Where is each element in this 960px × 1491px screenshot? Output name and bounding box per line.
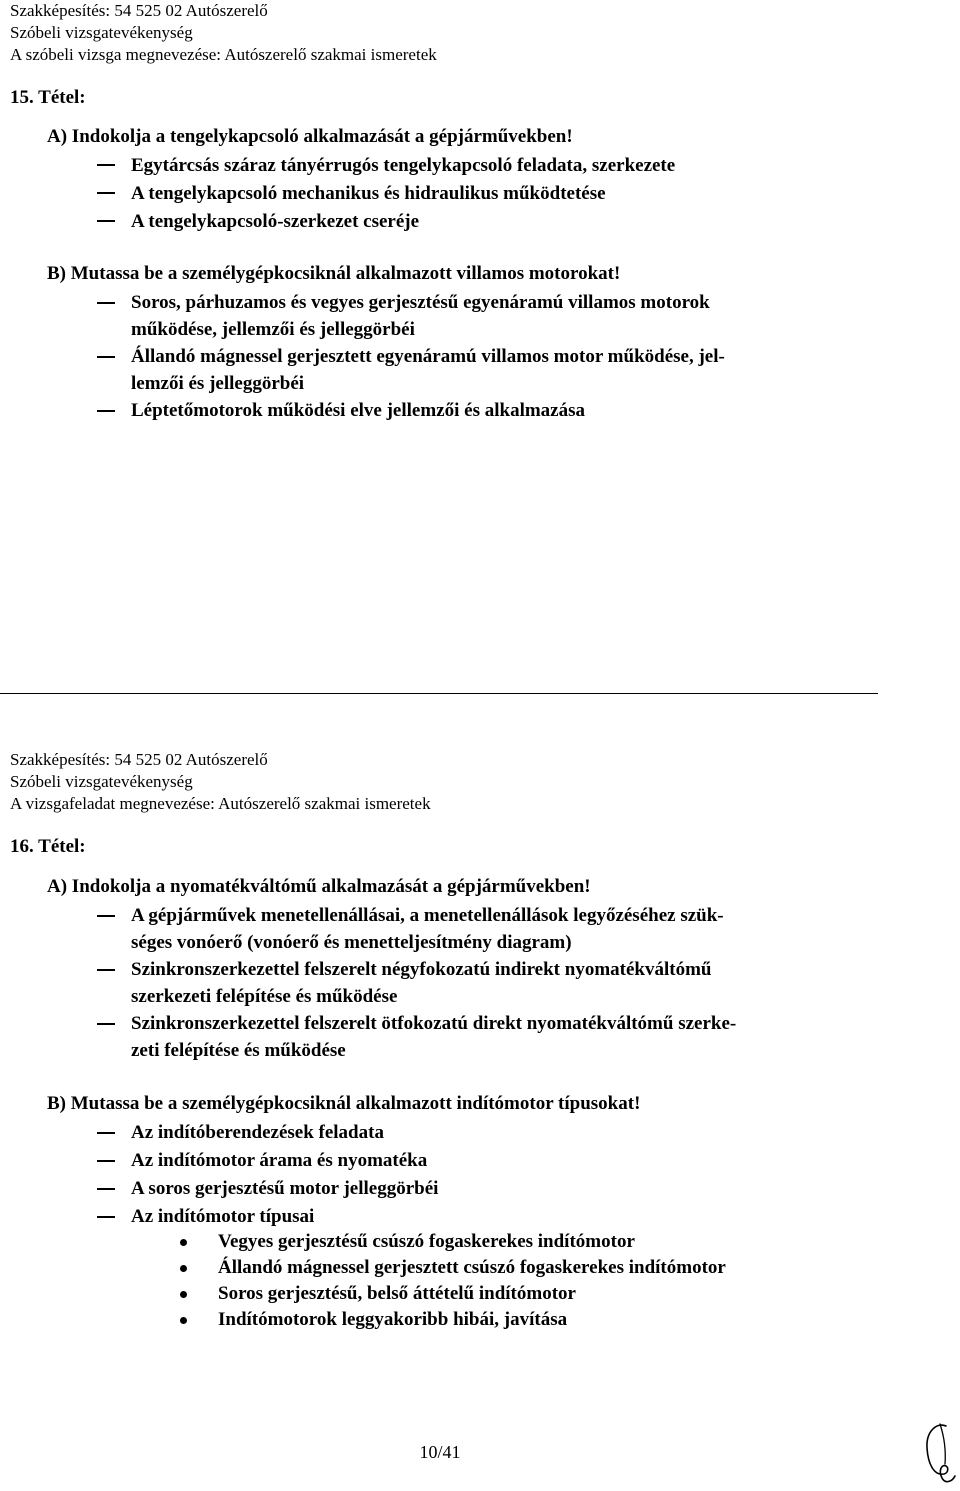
- dash-marker: [97, 164, 115, 166]
- header-activity: Szóbeli vizsgatevékenység: [10, 23, 193, 42]
- question-a-15: A) Indokolja a tengelykapcsoló alkalmazását a gépjárművekben!: [47, 126, 573, 147]
- bullet-item: Soros gerjesztésű, belső áttételű indítómotor: [218, 1283, 576, 1304]
- list-item-line: séges vonóerő (vonóerő és menetteljesítmény diagram): [131, 932, 572, 953]
- list-item: A soros gerjesztésű motor jelleggörbéi: [131, 1178, 439, 1199]
- bullet-item: Indítómotorok leggyakoribb hibái, javítása: [218, 1309, 568, 1330]
- dash-marker: [97, 220, 115, 222]
- dash-marker: [97, 1160, 115, 1162]
- list-item-line: működése, jellemzői és jelleggörbéi: [131, 319, 415, 340]
- list-item-line: Léptetőmotorok működési elve jellemzői és alkalmazása: [131, 400, 585, 421]
- header-activity: Szóbeli vizsgatevékenység: [10, 772, 193, 791]
- header-exam-name: A szóbeli vizsga megnevezése: Autószerelő szakmai ismeretek: [10, 45, 437, 64]
- list-item: Egytárcsás száraz tányérrugós tengelykapcsoló feladata, szerkezete: [131, 155, 676, 176]
- list-item-line: zeti felépítése és működése: [131, 1040, 346, 1061]
- list-item-line: lemzői és jelleggörbéi: [131, 373, 305, 394]
- bullet-icon: [180, 1291, 187, 1298]
- dash-marker: [97, 410, 115, 412]
- dash-marker: [97, 1188, 115, 1190]
- header-exam-name: A vizsgafeladat megnevezése: Autószerelő szakmai ismeretek: [10, 794, 431, 813]
- list-item: A tengelykapcsoló-szerkezet cseréje: [131, 211, 420, 232]
- dash-marker: [97, 1132, 115, 1134]
- list-item-line: Állandó mágnessel gerjesztett egyenáramú villamos motor működése, jel-: [131, 346, 725, 367]
- bullet-item: Vegyes gerjesztésű csúszó fogaskerekes indítómotor: [218, 1231, 635, 1252]
- item-title-15: 15. Tétel:: [10, 87, 86, 108]
- list-item: A tengelykapcsoló mechanikus és hidraulikus működtetése: [131, 183, 606, 204]
- list-item: Az indítómotor típusai: [131, 1206, 315, 1227]
- bullet-item: Állandó mágnessel gerjesztett csúszó fogaskerekes indítómotor: [218, 1257, 726, 1278]
- dash-marker: [97, 915, 115, 917]
- bullet-icon: [180, 1317, 187, 1324]
- list-item-line: Soros, párhuzamos és vegyes gerjesztésű egyenáramú villamos motorok: [131, 292, 710, 313]
- list-item: Az indítóberendezések feladata: [131, 1122, 384, 1143]
- dash-marker: [97, 192, 115, 194]
- section-divider: [0, 693, 878, 694]
- question-b-16: B) Mutassa be a személygépkocsiknál alkalmazott indítómotor típusokat!: [47, 1093, 641, 1114]
- signature-icon: [918, 1420, 958, 1486]
- list-item-line: Szinkronszerkezettel felszerelt négyfokozatú indirekt nyomatékváltómű: [131, 959, 712, 980]
- list-item-line: A gépjárművek menetellenállásai, a menetellenállások legyőzéséhez szük-: [131, 905, 724, 926]
- list-item: Az indítómotor árama és nyomatéka: [131, 1150, 428, 1171]
- list-item-line: szerkezeti felépítése és működése: [131, 986, 398, 1007]
- item-title-16: 16. Tétel:: [10, 836, 86, 857]
- question-b-15: B) Mutassa be a személygépkocsiknál alkalmazott villamos motorokat!: [47, 263, 621, 284]
- bullet-icon: [180, 1265, 187, 1272]
- dash-marker: [97, 1023, 115, 1025]
- dash-marker: [97, 356, 115, 358]
- dash-marker: [97, 302, 115, 304]
- question-a-16: A) Indokolja a nyomatékváltómű alkalmazását a gépjárművekben!: [47, 876, 591, 897]
- dash-marker: [97, 1216, 115, 1218]
- header-qualification: Szakképesítés: 54 525 02 Autószerelő: [10, 1, 268, 20]
- page-number: 10/41: [419, 1442, 461, 1462]
- bullet-icon: [180, 1239, 187, 1246]
- list-item-line: Szinkronszerkezettel felszerelt ötfokozatú direkt nyomatékváltómű szerke-: [131, 1013, 737, 1034]
- dash-marker: [97, 969, 115, 971]
- header-qualification: Szakképesítés: 54 525 02 Autószerelő: [10, 750, 268, 769]
